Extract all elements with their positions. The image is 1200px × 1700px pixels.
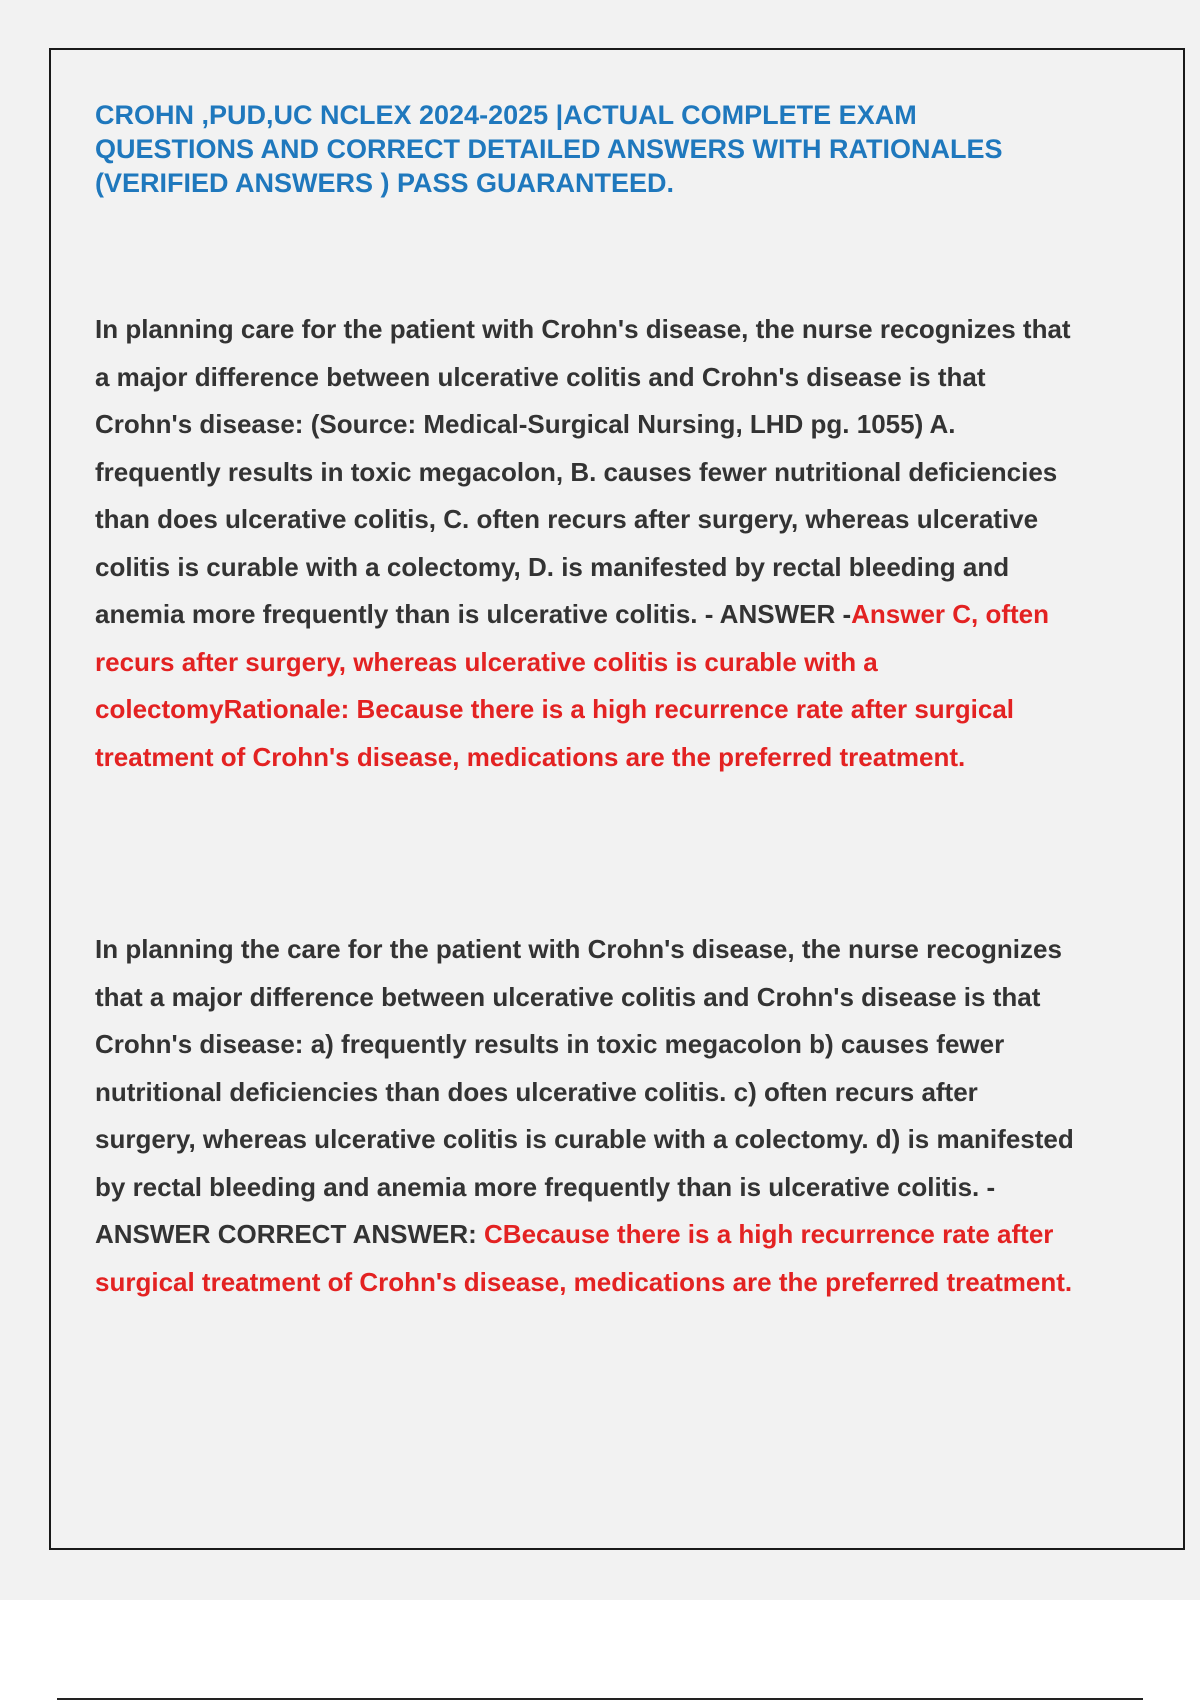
answer-text: CBecause there is a high recurrence rate after surgical treatment of Crohn's disease, medications are the preferred treatment.: [95, 1219, 1073, 1297]
question-block: [95, 926, 1085, 1306]
answer-text: Answer C, often recurs after surgery, whereas ulcerative colitis is curable with a colectomyRationale: Because there is a high recurrence rate after surgical treatment of Crohn's disease, medications are the preferred treatment.: [95, 599, 1050, 772]
question-block: [95, 306, 1085, 781]
document-title: CROHN ,PUD,UC NCLEX 2024-2025 |ACTUAL COMPLETE EXAM QUESTIONS AND CORRECT DETAILED ANSWERS WITH RATIONALES (VERIFIED ANSWERS ) PASS GUARANTEED.: [95, 100, 1003, 198]
question-text: In planning the care for the patient with Crohn's disease, the nurse recognizes that a major difference between ulcerative colitis and Crohn's disease is that Crohn's disease: a) frequently results in toxic megacolon b) causes fewer nutritional deficiencies than does ulcerative colitis. c) often recurs after surgery, whereas ulcerative colitis is curable with a colectomy. d) is manifested by rectal bleeding and anemia more frequently than is ulcerative colitis. - ANSWER CORRECT ANSWER:: [95, 934, 1074, 1249]
document-frame: [49, 48, 1185, 1550]
question-text: In planning care for the patient with Crohn's disease, the nurse recognizes that a major difference between ulcerative colitis and Crohn's disease is that Crohn's disease: (Source: Medical-Surgical Nursing, LHD pg. 1055) A. frequently results in toxic megacolon, B. causes fewer nutritional deficiencies than does ulcerative colitis, C. often recurs after surgery, whereas ulcerative colitis is curable with a colectomy, D. is manifested by rectal bleeding and anemia more frequently than is ulcerative colitis. - ANSWER -: [95, 314, 1071, 629]
